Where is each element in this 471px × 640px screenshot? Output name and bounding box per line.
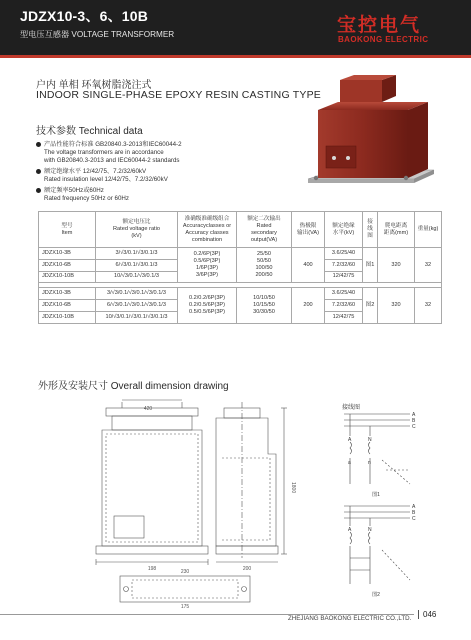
cell-accuracy: 0.2/0.2/6P(3P) 0.2/0.5/6P(3P) 0.5/0.5/6P(3P) [178,288,237,323]
cell-creepage: 320 [378,288,415,323]
bullet-text-en: with GB20840.3-2013 and IEC60044-2 standards [44,157,180,165]
dim-label: 175 [180,604,190,608]
phase-letter: B [412,510,416,516]
cell-insulation: 3.6/25/40 [325,248,363,260]
cell-insulation: 3.6/25/40 [325,288,363,300]
cell-model: JDZX10-3B [39,248,96,260]
bullet-insulation [36,168,168,184]
cell-ratio: 6/√3/0.1/√3/0.1/3 [96,259,178,271]
cell-thermal: 200 [292,288,325,323]
dim-label: 230 [180,569,190,575]
side-base [216,546,278,554]
side-body-outline [216,418,276,546]
phase-letter: B [412,418,416,424]
phase-letter: A [412,504,416,510]
cell-ratio: 3/√3/0.1/√3/0.1/√3/0.1/3 [96,288,178,300]
footer-company: ZHEJIANG BAOKONG ELECTRIC CO.,LTD. [288,615,412,622]
cell-insulation: 12/42/75 [325,311,363,323]
model-title: JDZX10-3、6、10B [20,8,149,24]
bullet-text-en: Rated insulation level 12/42/75、7.2/32/60kV [44,176,168,184]
phase-letter: C [412,424,416,430]
cell-ratio: 6/√3/0.1/√3/0.1/√3/0.1/3 [96,300,178,312]
cell-model: JDZX10-10B [39,271,96,283]
phase-letter: C [412,516,416,522]
cell-ratio: 3/√3/0.1/√3/0.1/3 [96,248,178,260]
cell-insulation: 7.2/32/60 [325,300,363,312]
page-number: 046 [418,610,436,619]
front-base [96,546,208,554]
bullet-text-cn: 产品性能符合标准 GB20840.3-2013和IEC60044-2 [44,141,182,148]
cell-ratio: 10/√3/0.1/√3/0.1/3 [96,271,178,283]
table-row [39,248,442,260]
bullet-text-en: The voltage transformers are in accordance [44,149,164,157]
col-header-weight: 重量(kg) [415,212,442,248]
dim-label: 198 [147,566,157,572]
bullet-frequency [36,187,129,203]
brand-logo-cn: 宝控电气 [337,14,422,36]
dim-label: 1800 [290,482,296,494]
terminal-label: N [368,527,372,533]
front-body-outline [102,430,202,546]
col-header-ratio: 额定电压比 Rated voltage ratio (kV) [96,212,178,248]
cell-insulation: 7.2/32/60 [325,259,363,271]
cell-creepage: 320 [378,248,415,283]
dimension-heading: 外形及安装尺寸 Overall dimension drawing [38,381,229,392]
col-header-secondary: 额定二次输出 Rated secondary output(VA) [237,212,292,248]
col-header-model: 型号 Item [39,212,96,248]
col-header-wiring: 接 线 图 [363,212,378,248]
model-subtitle: 型电压互感器 VOLTAGE TRANSFORMER [20,30,175,39]
wiring-diagrams [336,400,420,602]
table-header-row [39,212,442,248]
cell-ratio: 10/√3/0.1/√3/0.1/√3/0.1/3 [96,311,178,323]
cell-secondary: 25/50 50/50 100/50 200/50 [237,248,292,283]
col-header-thermal: 热极限 输出(VA) [292,212,325,248]
cell-secondary: 10/10/50 10/15/50 30/30/50 [237,288,292,323]
cell-wiring: 图2 [363,288,378,323]
dim-label: 200 [242,566,252,572]
cell-thermal: 400 [292,248,325,283]
brand-logo-en: BAOKONG ELECTRIC [338,35,429,44]
cell-weight: 32 [415,288,442,323]
cell-model: JDZX10-10B [39,311,96,323]
figure-caption: 图2 [372,592,380,598]
bullet-dot-icon [36,188,41,193]
cell-accuracy: 0.2/6P(3P) 0.5/6P(3P) 1/6P(3P) 3/6P(3P) [178,248,237,283]
bullet-dot-icon [36,142,41,147]
bullet-text-en: Rated frequency 50Hz or 60Hz [44,195,129,203]
figure-caption: 图1 [372,492,380,498]
cell-wiring: 图1 [363,248,378,283]
product-photo [296,66,444,200]
terminal-label: A [348,437,352,443]
cell-model: JDZX10-6B [39,259,96,271]
cell-model: JDZX10-6B [39,300,96,312]
terminal-label: N [368,437,372,443]
cell-weight: 32 [415,248,442,283]
tech-data-heading: 技术参数 Technical data [36,126,143,137]
bullet-dot-icon [36,169,41,174]
terminal-label: A [348,527,352,533]
col-header-insulation: 额定绝缘 水平(kV) [325,212,363,248]
terminal-label: n [368,460,371,466]
bullet-standards [36,141,182,166]
spec-table [38,211,442,324]
cell-model: JDZX10-3B [39,288,96,300]
title-cn: 户内 单相 环氧树脂浇注式 [36,80,152,91]
table-row [39,288,442,300]
bullet-text-cn: 额定频率50Hz或60Hz [44,187,104,194]
bullet-text-cn: 额定绝缘水平 12/42/75、7.2/32/60kV [44,168,147,175]
title-en: INDOOR SINGLE-PHASE EPOXY RESIN CASTING TYPE [36,89,321,101]
dim-label: 420 [143,406,153,412]
wiring-label: 接线图 [342,405,361,411]
col-header-creepage: 爬电距离 距离(mm) [378,212,415,248]
header-stripe [0,55,471,58]
phase-letter: A [412,412,416,418]
col-header-accuracy: 准确级准确级组合 Accuracyclasses or Accuracy classes combination [178,212,237,248]
front-terminal-box [114,516,144,538]
terminal-label: a [348,460,351,466]
cell-insulation: 12/42/75 [325,271,363,283]
